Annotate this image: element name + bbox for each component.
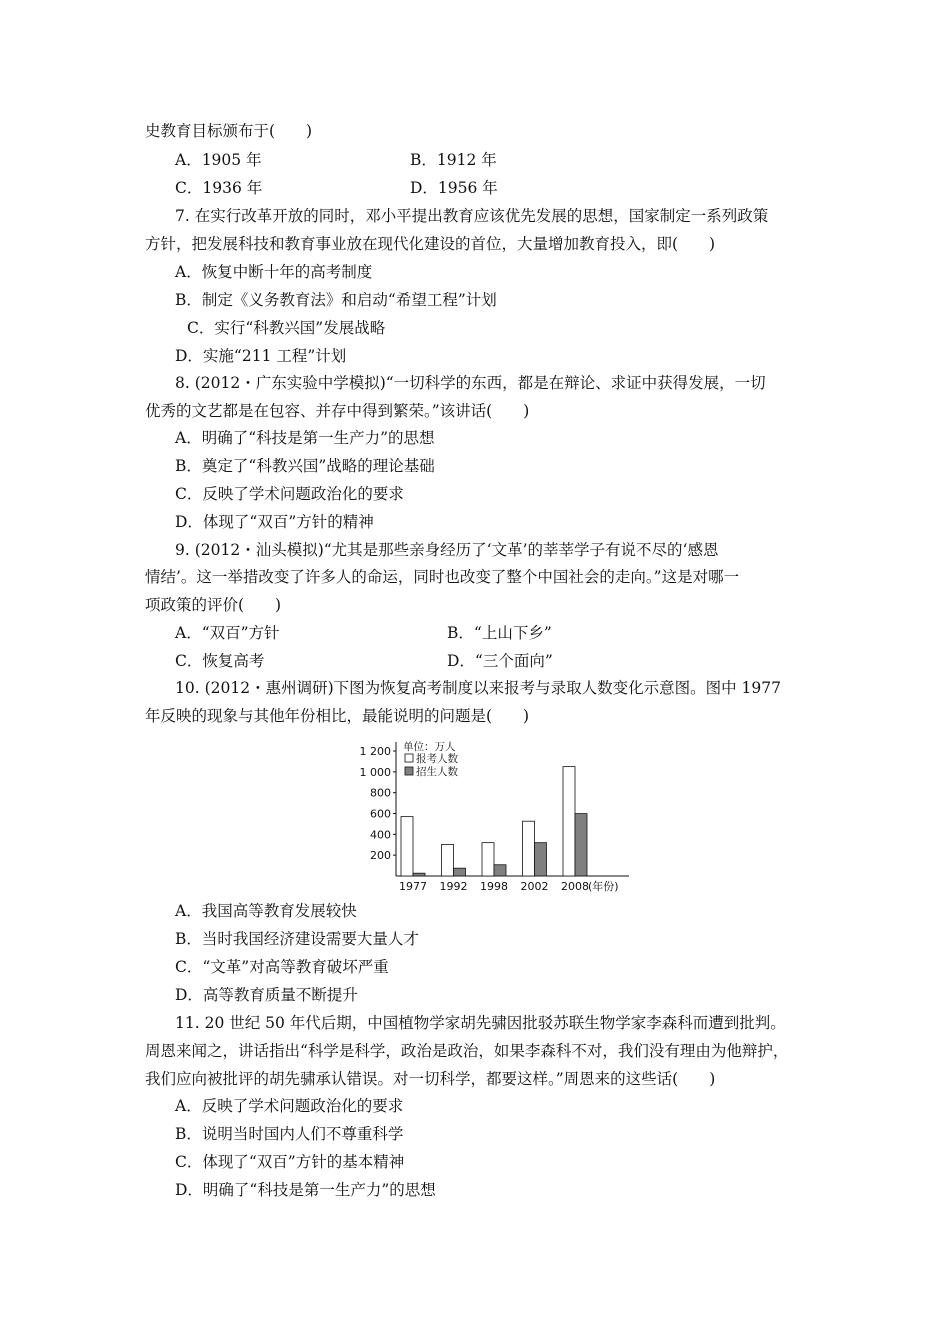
y-axis-labels xyxy=(360,745,397,862)
option-b: B．制定《义务教育法》和启动“希望工程”计划 xyxy=(175,291,497,309)
y-tick-label: 200 xyxy=(370,849,391,863)
option-c: C．反映了学术问题政治化的要求 xyxy=(175,485,404,503)
option-c: C．体现了“双百”方针的基本精神 xyxy=(175,1153,405,1171)
option-d: D．“三个面向” xyxy=(447,652,553,670)
bar-admitted-2002 xyxy=(535,843,547,876)
question-9-stem: 项政策的评价( ) xyxy=(145,596,282,614)
option-d: D．体现了“双百”方针的精神 xyxy=(175,513,374,531)
y-tick-label: 400 xyxy=(370,828,391,842)
bar-applicants-1992 xyxy=(442,844,454,876)
x-tick-label: 1992 xyxy=(439,880,468,893)
question-9-stem: 9. (2012・汕头模拟)“尤其是那些亲身经历了‘文革’的莘莘学子有说不尽的‘感恩 xyxy=(175,541,719,559)
bar-applicants-1977 xyxy=(401,817,413,876)
question-11-stem: 我们应向被批评的胡先骕承认错误。对一切科学，都要这样。”周恩来的这些话( ) xyxy=(145,1070,716,1088)
question-10-stem: 年反映的现象与其他年份相比，最能说明的问题是( ) xyxy=(145,707,530,725)
option-d: D．1956 年 xyxy=(410,179,498,197)
bar-admitted-1977 xyxy=(413,873,425,876)
bar-admitted-1992 xyxy=(454,868,466,876)
question-8-stem: 8. (2012・广东实验中学模拟)“一切科学的东西，都是在辩论、求证中获得发展，一切 xyxy=(175,374,766,392)
bar-admitted-2008 xyxy=(575,814,587,876)
option-a: A．反映了学术问题政治化的要求 xyxy=(175,1097,404,1115)
y-tick-label: 800 xyxy=(370,786,391,800)
option-c: C．恢复高考 xyxy=(175,652,265,670)
question-10-stem: 10. (2012・惠州调研)下图为恢复高考制度以来报考与录取人数变化示意图。图中 1977 xyxy=(175,679,781,697)
legend-swatch-applicants xyxy=(405,754,413,762)
option-b: B．奠定了“科教兴国”战略的理论基础 xyxy=(175,457,435,475)
option-b: B．“上山下乡” xyxy=(447,624,552,642)
option-a: A．明确了“科技是第一生产力”的思想 xyxy=(175,429,435,447)
bar-applicants-2008 xyxy=(563,767,575,876)
option-c: C．1936 年 xyxy=(175,179,263,197)
option-b: B．说明当时国内人们不尊重科学 xyxy=(175,1125,404,1143)
option-c: C．实行“科教兴国”发展战略 xyxy=(187,319,386,337)
option-d: D．明确了“科技是第一生产力”的思想 xyxy=(175,1181,436,1199)
option-a: A．“双百”方针 xyxy=(175,624,280,642)
x-tick-label: 2002 xyxy=(520,880,549,893)
y-tick-label: 600 xyxy=(370,807,391,821)
bar-applicants-2002 xyxy=(523,821,535,876)
question-7-stem: 7. 在实行改革开放的同时，邓小平提出教育应该优先发展的思想，国家制定一系列政策 xyxy=(175,207,769,225)
x-tick-label: 2008 xyxy=(561,880,589,893)
option-a: A．我国高等教育发展较快 xyxy=(175,902,357,920)
x-tick-label: 1977 xyxy=(399,880,427,893)
legend-admitted: 招生人数 xyxy=(416,766,458,778)
x-tick-label: 1998 xyxy=(480,880,508,893)
legend-swatch-admitted xyxy=(405,767,413,775)
option-a: A．恢复中断十年的高考制度 xyxy=(175,263,373,281)
option-b: B．当时我国经济建设需要大量人才 xyxy=(175,930,419,948)
option-a: A．1905 年 xyxy=(175,151,262,169)
y-tick-label: 1 000 xyxy=(359,765,391,779)
text-line: 史教育目标颁布于( ) xyxy=(145,122,313,140)
question-9-stem: 情结’。这一举措改变了许多人的命运，同时也改变了整个中国社会的走向。”这是对哪一 xyxy=(145,568,740,586)
x-axis-unit-label: (年份) xyxy=(588,880,619,893)
bars xyxy=(401,767,587,876)
bar-admitted-1998 xyxy=(494,865,506,876)
option-b: B．1912 年 xyxy=(410,151,497,169)
y-tick-label: 1 200 xyxy=(359,745,391,758)
unit-label: 单位：万人 xyxy=(403,741,456,753)
question-7-stem: 方针，把发展科技和教育事业放在现代化建设的首位，大量增加教育投入，即( ) xyxy=(145,235,716,253)
option-d: D．高等教育质量不断提升 xyxy=(175,986,358,1004)
option-c: C．“文革”对高等教育破坏严重 xyxy=(175,958,389,976)
bar-applicants-1998 xyxy=(482,843,494,876)
option-d: D．实施“211 工程”计划 xyxy=(175,347,347,365)
enrollment-bar-chart xyxy=(352,738,652,894)
x-axis-labels xyxy=(399,879,619,893)
question-11-stem: 周恩来闻之，讲话指出“科学是科学，政治是政治，如果李森科不对，我们没有理由为他辩护， xyxy=(145,1042,789,1060)
question-8-stem: 优秀的文艺都是在包容、并存中得到繁荣。”该讲话( ) xyxy=(145,402,530,420)
legend-applicants: 报考人数 xyxy=(416,753,458,765)
question-11-stem: 11. 20 世纪 50 年代后期，中国植物学家胡先骕因批驳苏联生物学家李森科而遭到批判。 xyxy=(175,1014,786,1032)
